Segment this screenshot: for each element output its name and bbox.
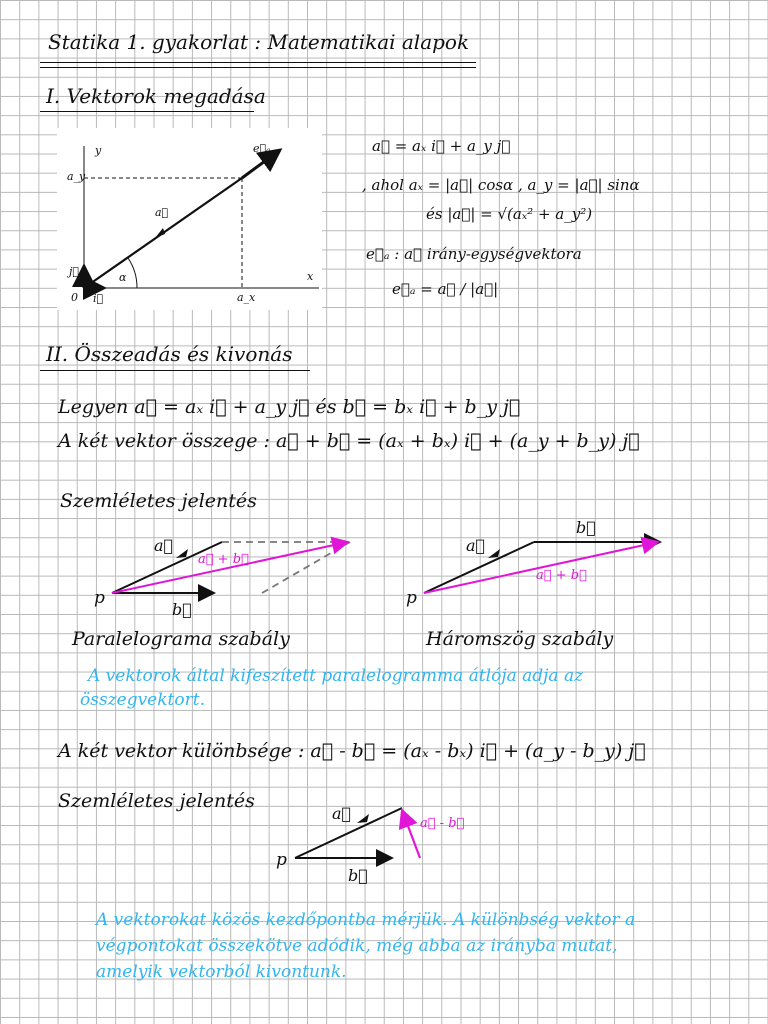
ay-label: a_y bbox=[67, 170, 86, 183]
diff-vector-result bbox=[402, 810, 420, 858]
para-label-a: a⃗ bbox=[154, 536, 174, 555]
magnitude-formula: és |a⃗| = √(aₓ² + a_y²) bbox=[426, 205, 593, 223]
para-label-b: b⃗ bbox=[172, 600, 192, 619]
meaning-heading-difference: Szemléletes jelentés bbox=[58, 790, 255, 812]
section1-heading: I. Vektorok megadása bbox=[46, 84, 266, 108]
section2-heading: II. Összeadás és kivonás bbox=[46, 342, 293, 366]
ax-label: a_x bbox=[237, 291, 256, 304]
tri-label-sum: a⃗ + b⃗ bbox=[536, 568, 587, 583]
difference-formula: A két vektor különbsége : a⃗ - b⃗ = (aₓ - bₓ) i⃗ + (a_y - b_y) j⃗ bbox=[58, 740, 646, 762]
vector-a-label: a⃗ bbox=[155, 206, 169, 219]
triangle-rule-label: Háromszög szabály bbox=[426, 628, 614, 650]
parallelogram-diagram bbox=[112, 542, 350, 593]
para-dashed-right bbox=[262, 542, 350, 593]
vector-decomposition-formula: a⃗ = aₓ i⃗ + a_y j⃗ bbox=[372, 137, 511, 155]
y-axis-label: y bbox=[95, 144, 102, 157]
tri-label-b: b⃗ bbox=[576, 518, 596, 537]
component-formula: , ahol aₓ = |a⃗| cosα , a_y = |a⃗| sinα bbox=[362, 176, 640, 194]
page-title: Statika 1. gyakorlat : Matematikai alapok bbox=[48, 30, 470, 54]
sum-formula: A két vektor összege : a⃗ + b⃗ = (aₓ + bₓ) i⃗ + (a_y + b_y) j⃗ bbox=[58, 430, 640, 452]
diff-label-result: a⃗ - b⃗ bbox=[420, 816, 465, 831]
para-vector-sum bbox=[112, 542, 348, 593]
tri-label-p: p bbox=[406, 588, 417, 608]
note-diff-line1: A vektorokat közös kezdőpontba mérjük. A különbség vektor a bbox=[96, 910, 636, 930]
angle-label: α bbox=[119, 271, 127, 284]
origin-label: 0 bbox=[71, 291, 78, 304]
note-sum-line1: A vektorok által kifeszített paralelogramma átlója adja az bbox=[88, 666, 584, 686]
meaning-heading-sum: Szemléletes jelentés bbox=[60, 490, 257, 512]
unit-vector-definition: e⃗ₐ : a⃗ irány-egységvektora bbox=[366, 245, 582, 263]
diff-label-a: a⃗ bbox=[332, 804, 352, 823]
x-axis-label: x bbox=[307, 270, 314, 283]
para-label-p: p bbox=[94, 588, 105, 608]
vector-ea-label: e⃗ₐ bbox=[253, 142, 271, 155]
vector-i-label: i⃗ bbox=[93, 292, 104, 305]
diff-label-b: b⃗ bbox=[348, 866, 368, 885]
difference-diagram bbox=[295, 808, 420, 858]
tri-label-a: a⃗ bbox=[466, 536, 486, 555]
vector-j-label: j⃗ bbox=[69, 265, 80, 278]
definition-line: Legyen a⃗ = aₓ i⃗ + a_y j⃗ és b⃗ = bₓ i⃗ + b_y j⃗ bbox=[58, 396, 521, 418]
note-sum-line2: összegvektort. bbox=[80, 690, 205, 710]
parallelogram-rule-label: Paralelograma szabály bbox=[72, 628, 290, 650]
unit-vector-formula: e⃗ₐ = a⃗ / |a⃗| bbox=[392, 280, 499, 298]
diff-label-p: p bbox=[276, 850, 287, 870]
note-diff-line3: amelyik vektorból kivontunk. bbox=[96, 962, 347, 982]
para-label-sum: a⃗ + b⃗ bbox=[198, 552, 249, 567]
note-diff-line2: végpontokat összekötve adódik, még abba az irányba mutat, bbox=[96, 936, 618, 956]
